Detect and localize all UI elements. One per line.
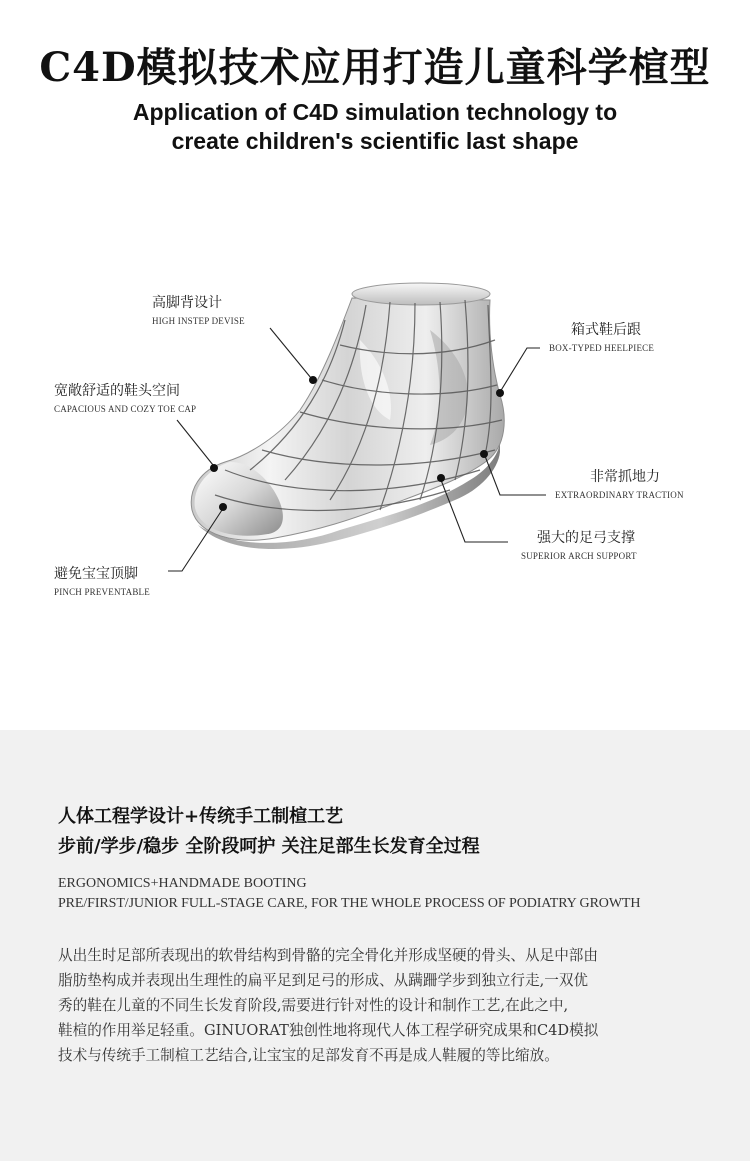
body-line: 脂肪垫构成并表现出生理性的扁平足到足弓的形成、从蹒跚学步到独立行走,一双优 <box>58 972 589 989</box>
callout-line-toe <box>177 420 213 465</box>
label-toe-cap <box>54 380 196 414</box>
label-cn: 高脚背设计 <box>152 295 222 311</box>
callout-dot-heel <box>496 389 504 397</box>
label-en: HIGH INSTEP DEVISE <box>152 316 245 326</box>
label-arch-support <box>521 527 651 561</box>
callout-line-heel <box>500 348 540 392</box>
info-section <box>0 730 750 1161</box>
label-high-instep <box>152 292 245 326</box>
subtitle-line-1: Application of C4D simulation technology to <box>132 99 618 125</box>
label-en: PINCH PREVENTABLE <box>54 587 150 597</box>
callout-line-instep <box>270 328 311 378</box>
label-heelpiece <box>549 319 663 353</box>
callout-dot-pinch <box>219 503 227 511</box>
label-en: EXTRAORDINARY TRACTION <box>555 490 684 500</box>
info-body <box>58 943 708 1068</box>
label-cn: 避免宝宝顶脚 <box>54 566 138 582</box>
label-pinch-preventable <box>54 563 150 597</box>
info-heading-2: 步前/学步/稳步 全阶段呵护 关注足部生长发育全过程 <box>58 836 480 857</box>
subtitle-line-2: create children's scientific last shape <box>171 128 579 154</box>
info-en-2: PRE/FIRST/JUNIOR FULL-STAGE CARE, FOR THE WHOLE PROCESS OF PODIATRY GROWTH <box>58 896 641 911</box>
page-title: C4D模拟技术应用打造儿童科学楦型 <box>39 44 711 91</box>
info-heading-1: 人体工程学设计+传统手工制楦工艺 <box>58 806 344 827</box>
callout-dot-arch <box>437 474 445 482</box>
body-line: 鞋楦的作用举足轻重。GINUORAT独创性地将现代人体工程学研究成果和C4D模拟 <box>58 1022 599 1039</box>
body-line: 从出生时足部所表现出的软骨结构到骨骼的完全骨化并形成坚硬的骨头、从足中部由 <box>58 947 598 964</box>
label-traction <box>555 466 695 500</box>
label-cn: 宽敞舒适的鞋头空间 <box>54 383 180 399</box>
label-cn: 箱式鞋后跟 <box>571 322 641 338</box>
info-en-1: ERGONOMICS+HANDMADE BOOTING <box>58 876 307 891</box>
callout-dot-traction <box>480 450 488 458</box>
body-line: 技术与传统手工制楦工艺结合,让宝宝的足部发育不再是成人鞋履的等比缩放。 <box>58 1047 559 1064</box>
label-en: BOX-TYPED HEELPIECE <box>549 343 655 353</box>
label-en: SUPERIOR ARCH SUPPORT <box>521 551 637 561</box>
callout-dot-toe <box>210 464 218 472</box>
label-cn: 强大的足弓支撑 <box>537 530 635 546</box>
label-cn: 非常抓地力 <box>590 469 660 485</box>
label-en: CAPACIOUS AND COZY TOE CAP <box>54 404 197 414</box>
body-line: 秀的鞋在儿童的不同生长发育阶段,需要进行针对性的设计和制作工艺,在此之中, <box>58 997 569 1014</box>
callout-dot-instep <box>309 376 317 384</box>
